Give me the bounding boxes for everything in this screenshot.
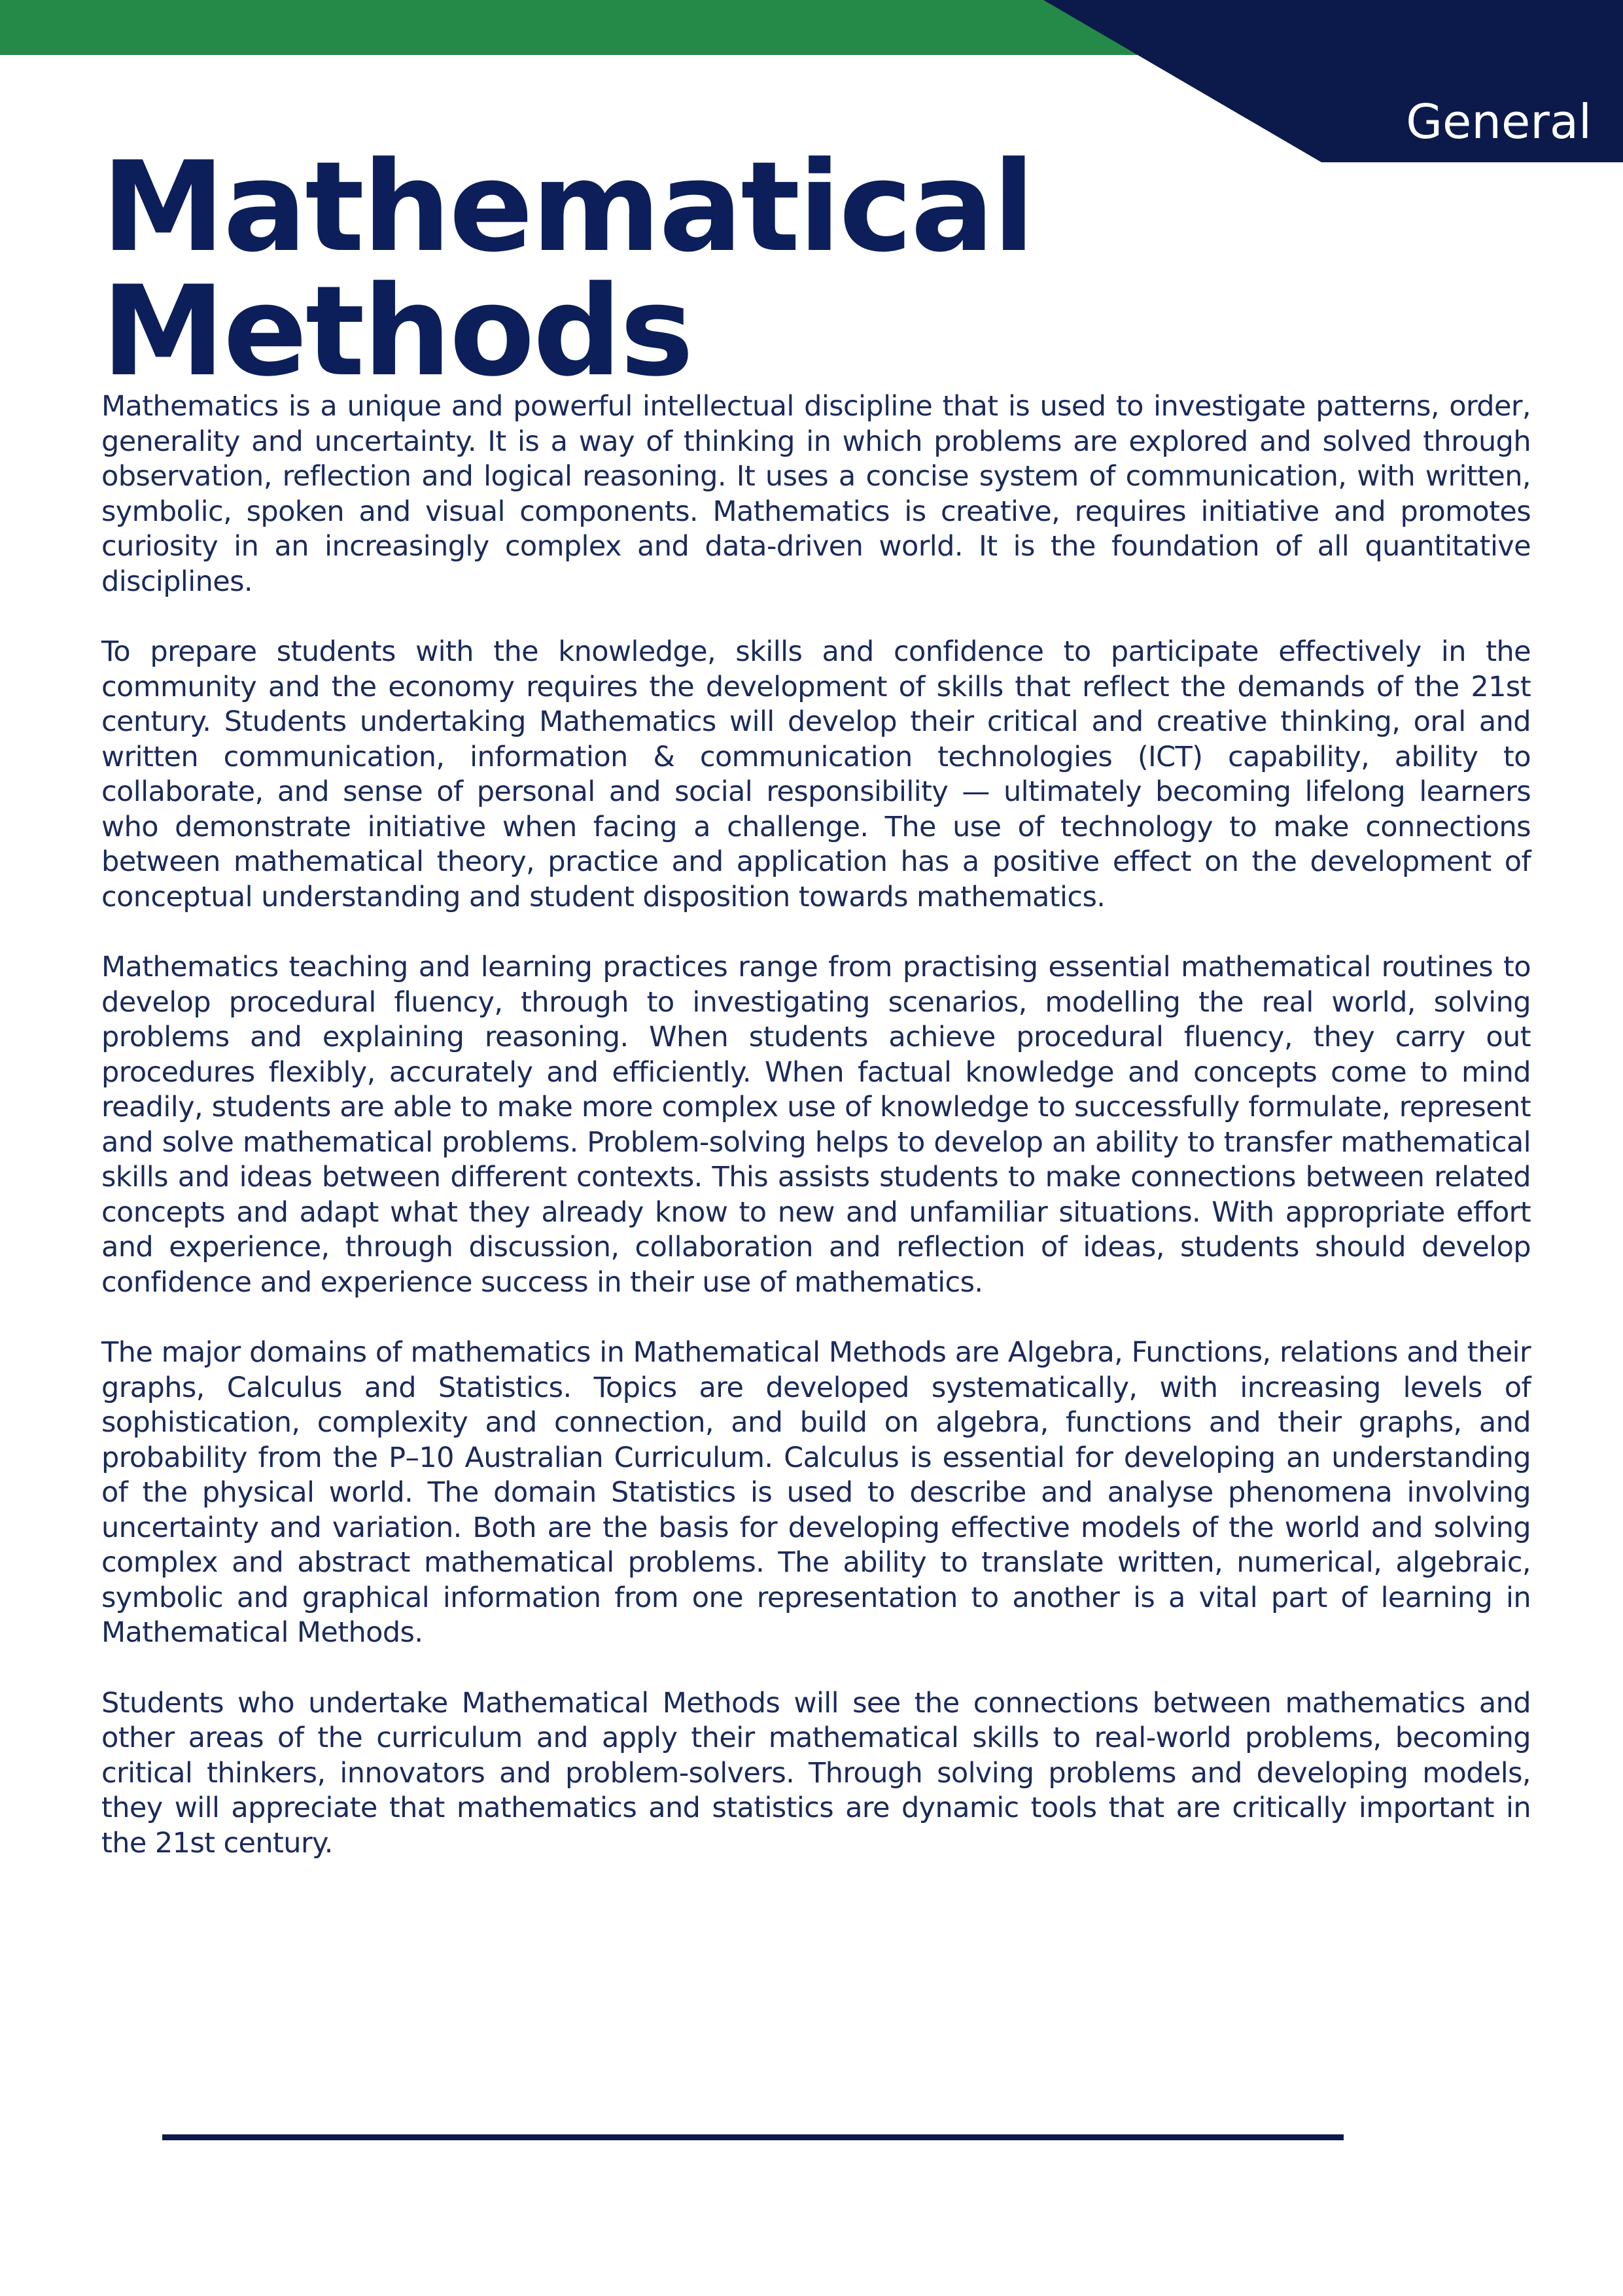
footer-divider xyxy=(162,2134,1344,2140)
body-text xyxy=(101,389,1531,1896)
green-stripe xyxy=(0,0,1138,55)
paragraph: The major domains of mathematics in Mathematical Methods are Algebra, Functions, relations and their graphs, Calculus and Statistics. Topics are developed systematically, with increasing levels of sophistication, complexity and connection, and build on algebra, functions and their graphs, and probability from the P–10 Australian Curriculum. Calculus is essential for developing an understanding of the physical world. The domain Statistics is used to describe and analyse phenomena involving uncertainty and variation. Both are the basis for developing effective models of the world and solving complex and abstract mathematical problems. The ability to translate written, numerical, algebraic, symbolic and graphical information from one representation to another is a vital part of learning in Mathematical Methods. xyxy=(101,1336,1531,1649)
page-title-line-2: Methods xyxy=(101,259,692,404)
category-label: General xyxy=(1406,94,1592,149)
paragraph: Mathematics is a unique and powerful intellectual discipline that is used to investigate patterns, order, generality and uncertainty. It is a way of thinking in which problems are explored and solved through observation, reflection and logical reasoning. It uses a concise system of communication, with written, symbolic, spoken and visual components. Mathematics is creative, requires initiative and promotes curiosity in an increasingly complex and data-driven world. It is the foundation of all quantitative disciplines. xyxy=(101,390,1531,598)
paragraph: Students who undertake Mathematical Methods will see the connections between mathematics and other areas of the curriculum and apply their mathematical skills to real-world problems, becoming critical thinkers, innovators and problem-solvers. Through solving problems and developing models, they will appreciate that mathematics and statistics are dynamic tools that are critically important in the 21st century. xyxy=(101,1686,1531,1860)
paragraph: Mathematics teaching and learning practices range from practising essential mathematical routines to develop procedural fluency, through to investigating scenarios, modelling the real world, solving problems and explaining reasoning. When students achieve procedural fluency, they carry out procedures flexibly, accurately and efficiently. When factual knowledge and concepts come to mind readily, students are able to make more complex use of knowledge to successfully formulate, represent and solve mathematical problems. Problem-solving helps to develop an ability to transfer mathematical skills and ideas between different contexts. This assists students to make connections between related concepts and adapt what they already know to new and unfamiliar situations. With appropriate effort and experience, through discussion, collaboration and reflection of ideas, students should develop confidence and experience success in their use of mathematics. xyxy=(101,951,1531,1299)
page-title-line-1: Mathematical xyxy=(101,135,1034,279)
page-title xyxy=(101,135,1148,404)
paragraph: To prepare students with the knowledge, skills and confidence to participate effectively in the community and the economy requires the development of skills that reflect the demands of the 21st century. Students undertaking Mathematics will develop their critical and creative thinking, oral and written communication, information & communication technologies (ICT) capability, ability to collaborate, and sense of personal and social responsibility — ultimately becoming lifelong learners who demonstrate initiative when facing a challenge. The use of technology to make connections between mathematical theory, practice and application has a positive effect on the development of conceptual understanding and student disposition towards mathematics. xyxy=(101,635,1531,913)
